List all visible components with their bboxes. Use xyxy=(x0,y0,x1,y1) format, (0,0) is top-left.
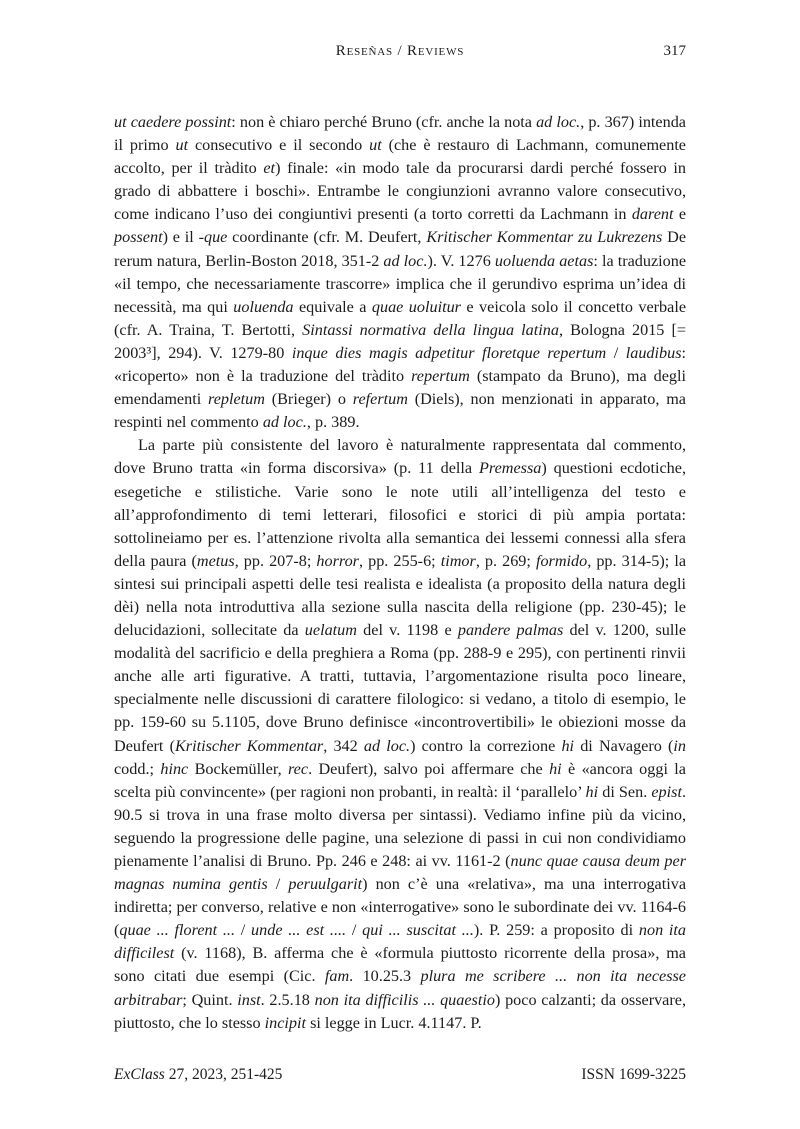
page-footer xyxy=(114,1065,686,1085)
running-title: Reseñas / Reviews xyxy=(335,43,465,59)
italic-run: quae uoluitur xyxy=(371,297,461,316)
text-run: / xyxy=(346,921,363,940)
italic-run: unde ... est .... xyxy=(251,921,347,940)
italic-run: hi xyxy=(549,759,562,778)
text-run: coordinante (cfr. M. Deufert, xyxy=(227,228,427,247)
paragraph xyxy=(114,434,686,1034)
italic-run: plura me scribere ... non ita necesse arbitrabar xyxy=(114,967,686,1009)
italic-run: repletum xyxy=(208,390,265,409)
body-paragraphs xyxy=(114,111,686,1065)
paragraph xyxy=(114,111,686,434)
text-run: , pp. 207-8; xyxy=(234,551,317,570)
text-run: / xyxy=(606,343,626,362)
text-run: ) contro la correzione xyxy=(410,736,562,755)
text-run: . 2.5.18 xyxy=(260,990,315,1009)
text-run: codd.; xyxy=(114,759,161,778)
text-run: (stampato da Bruno), ma degli emendamenti xyxy=(114,367,686,409)
italic-run: ad loc. xyxy=(363,736,411,755)
text-run: : non è chiaro perché Bruno (cfr. anche la nota xyxy=(231,113,537,131)
text-run: Bockemüller, xyxy=(188,759,288,778)
text-run: di Sen. xyxy=(598,782,652,801)
italic-run: peruulgarit xyxy=(288,875,363,894)
italic-run: formido xyxy=(535,551,588,570)
italic-run: timor xyxy=(440,551,476,570)
italic-run: ut caedere possint xyxy=(114,113,232,131)
italic-run: ad loc. xyxy=(383,251,428,270)
italic-run: hi xyxy=(561,736,575,755)
italic-run: ad loc. xyxy=(262,413,307,432)
italic-run: -que xyxy=(198,228,228,247)
text-run: / xyxy=(235,921,252,940)
text-run: (Brieger) o xyxy=(264,390,353,409)
text-run: , p. 367) intenda il primo xyxy=(114,113,686,155)
page-number: 317 xyxy=(663,43,686,59)
text-run: . Deufert), salvo poi affermare che xyxy=(308,759,550,778)
italic-run: hi xyxy=(585,782,599,801)
text-run: ). V. 1276 xyxy=(427,251,495,270)
italic-run: non ita difficilest xyxy=(114,921,687,963)
journal-citation-rest: 27, 2023, 251-425 xyxy=(164,1066,283,1083)
italic-run: Kritischer Kommentar xyxy=(174,736,324,755)
text-run: (Diels), non menzionati in apparato, ma respinti nel commento xyxy=(114,390,686,432)
italic-run: uelatum xyxy=(304,621,357,640)
italic-run: non ita difficilis ... quaestio xyxy=(314,990,495,1009)
text-run: . 10.25.3 xyxy=(349,967,421,986)
italic-run: Premessa xyxy=(479,459,542,478)
text-run: equivale a xyxy=(293,297,372,316)
italic-run: darent xyxy=(631,205,674,224)
text-run: , pp. 314-5); la sintesi sui principali aspetti delle tesi realista e idealista (a proposito della natura degli dèi) nella nota introduttiva alla sezione sulla nascita della religione (pp. 230-45); le delucidazioni, sollecitate da xyxy=(114,551,687,640)
italic-run: pandere palmas xyxy=(457,621,564,640)
italic-run: horror xyxy=(316,551,359,570)
text-run: consecutivo e il secondo xyxy=(188,136,370,155)
italic-run: epist xyxy=(651,782,682,801)
italic-run: ut xyxy=(175,136,189,155)
italic-run: possent xyxy=(114,228,163,247)
italic-run: hinc xyxy=(160,759,189,778)
italic-run: refertum xyxy=(352,390,408,409)
text-run: ) non c’è una «relativa», ma una interrogativa indiretta; per converso, relative e non «interrogative» sono le subordinate dei vv. 1164-6 ( xyxy=(114,875,687,940)
text-run: di Navagero ( xyxy=(574,736,674,755)
italic-run: fam xyxy=(324,967,350,986)
page-header xyxy=(114,42,686,61)
text-run: ). P. 259: a proposito di xyxy=(473,921,639,940)
text-run: La parte più consistente del lavoro è naturalmente rappresentata dal commento, dove Bruno tratta «in forma discorsiva» (p. 11 della xyxy=(114,436,686,478)
text-run: (v. 1168), B. afferma che è «formula piuttosto ricorrente della prosa», ma sono citati due esempi (Cic. xyxy=(114,944,686,986)
italic-run: laudibus xyxy=(625,343,682,362)
italic-run: et xyxy=(263,159,276,178)
issn: ISSN 1699-3225 xyxy=(581,1066,686,1083)
text-run: e veicola solo il concetto verbale (cfr. A. Traina, T. Bertotti, xyxy=(114,297,686,339)
text-run: . 90.5 si trova in una frase molto diversa per sintassi). Vediamo infine più da vicino, seguendo la progressione delle pagine, una selezione di passi in cui non condividiamo pienamente l’analisi di Bruno. Pp. 246 e 248: ai vv. 1161-2 ( xyxy=(114,782,686,870)
text-run: (che è restauro di Lachmann, comunemente accolto, per il tràdito xyxy=(114,136,686,178)
text-run: del v. 1200, sulle modalità del sacrificio e della preghiera a Roma (pp. 288-9 e 295), con pertinenti rinvii anche alle arti figurative. A tratti, tuttavia, l’argomentazione risulta poco lineare, specialmente nelle discussioni di carattere filologico: si vedano, a titolo di esempio, le pp. 159-60 su 5.1105, dove Bruno definisce «incontrovertibili» le obiezioni mosse da Deufert ( xyxy=(114,621,687,755)
text-run: , Bologna 2015 [= 2003³], 294). V. 1279-80 xyxy=(114,320,686,362)
italic-run: repertum xyxy=(411,367,470,386)
text-run: ) questioni ecdotiche, esegetiche e stilistiche. Varie sono le note utili all’intelligenza del testo e all’approfondimento di temi letterari, filosofici e storici di più ampia portata: sottolineiamo per es. l’attenzione rivolta alla semantica dei lessemi connessi alla sfera della paura ( xyxy=(114,459,687,570)
text-run: , 342 xyxy=(323,736,364,755)
italic-run: Kritischer Kommentar zu Lukrezens xyxy=(426,228,663,247)
text-run: : la traduzione «il tempo, che necessariamente trascorre» implica che il gerundivo esprima un’idea di necessità, ma qui xyxy=(114,251,687,316)
text-run: , p. 389. xyxy=(306,413,360,432)
text-run: ) finale: «in modo tale da procurarsi dardi perché fossero in grado di abbattere i boschi». Entrambe le congiunzioni avranno valore consecutivo, come indicano l’uso dei congiuntivi presenti (a torto corretti da Lachmann in xyxy=(114,159,687,224)
text-run: ) poco calzanti; da osservare, piuttosto, che lo stesso xyxy=(114,990,686,1032)
text-run: ; Quint. xyxy=(182,990,238,1009)
italic-run: uoluenda aetas xyxy=(494,251,594,270)
text-run: : «ricoperto» non è la traduzione del tràdito xyxy=(114,343,687,386)
italic-run: in xyxy=(673,736,686,755)
italic-run: rec xyxy=(287,759,309,778)
text-run: del v. 1198 e xyxy=(356,621,458,640)
italic-run: quae ... florent ... xyxy=(119,921,235,940)
text-run: è «ancora oggi la scelta più convincente» (per ragioni non probanti, in realtà: il ‘parallelo’ xyxy=(114,759,686,801)
italic-run: Sintassi normativa della lingua latina xyxy=(302,320,559,339)
italic-run: ut xyxy=(369,136,382,155)
italic-run: uoluenda xyxy=(233,297,294,316)
text-run: / xyxy=(267,875,289,894)
italic-run: qui ... suscitat ... xyxy=(362,921,474,940)
text-run: , p. 269; xyxy=(475,551,536,570)
text-run: e xyxy=(673,205,687,224)
italic-run: ad loc. xyxy=(536,113,581,131)
text-run: ) e il xyxy=(162,228,199,247)
italic-run: incipit xyxy=(264,1013,307,1032)
journal-title: ExClass xyxy=(114,1066,165,1083)
text-run: De rerum natura, Berlin-Boston 2018, 351-2 xyxy=(114,228,687,270)
text-run: , pp. 255-6; xyxy=(359,551,441,570)
italic-run: inst xyxy=(237,990,261,1009)
journal-citation xyxy=(114,1065,282,1085)
italic-run: inque dies magis adpetitur floretque repertum xyxy=(291,343,607,362)
italic-run: metus xyxy=(196,551,235,570)
text-run: si legge in Lucr. 4.1147. P. xyxy=(306,1013,482,1032)
italic-run: nunc quae causa deum per magnas numina gentis xyxy=(114,852,686,894)
